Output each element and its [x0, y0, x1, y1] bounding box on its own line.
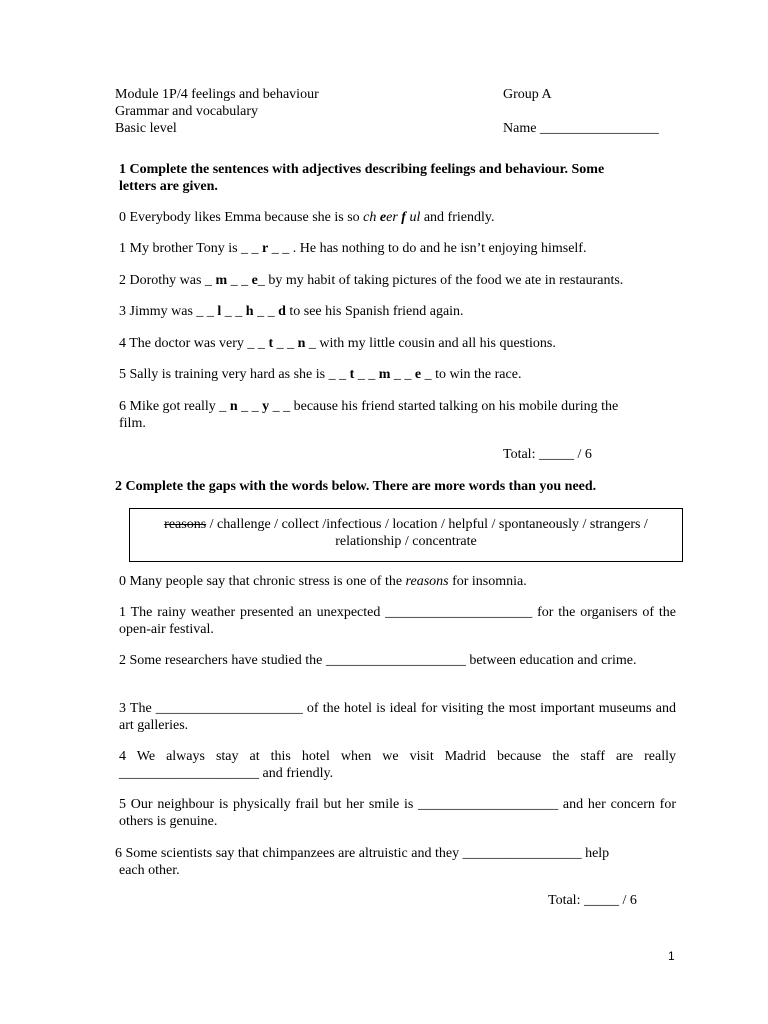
s2-question-6: 6 Some scientists say that chimpanzees are altruistic and they _________________ help each other.	[115, 846, 610, 878]
s1-question-4: 4 The doctor was very _ _ t _ _ n _ with my little cousin and all his questions.	[119, 336, 556, 351]
word-bank-box: reasons / challenge / collect /infectious / location / helpful / spontaneously / strangers / relationship / concentrate	[129, 508, 683, 562]
s2-question-5: 5 Our neighbour is physically frail but her smile is ____________________ and her concern for others is genuine.	[119, 797, 676, 829]
struck-example-word: reasons	[164, 517, 207, 532]
s2-question-1: 1 The rainy weather presented an unexpected _____________________ for the organisers of the open-air festival.	[119, 605, 676, 637]
group-label: Group A	[503, 87, 552, 102]
s1-question-2: 2 Dorothy was _ m _ _ e_ by my habit of taking pictures of the food we ate in restaurants.	[119, 273, 624, 288]
s2-question-3: 3 The _____________________ of the hotel is ideal for visiting the most important museums and art galleries.	[119, 701, 676, 733]
s1-question-6: 6 Mike got really _ n _ _ y _ _ because his friend started talking on his mobile during the film.	[119, 399, 619, 431]
section2-instructions: 2 Complete the gaps with the words below. There are more words than you need.	[115, 479, 597, 494]
section1-instructions: 1 Complete the sentences with adjectives describing feelings and behaviour. Some letters are given.	[119, 162, 605, 194]
module-title: Module 1P/4 feelings and behaviour	[115, 87, 319, 102]
section2-total: Total: _____ / 6	[548, 893, 637, 908]
header-right	[503, 86, 659, 137]
subject-line: Grammar and vocabulary	[115, 104, 259, 119]
header-left	[115, 86, 319, 137]
s1-question-3: 3 Jimmy was _ _ l _ _ h _ _ d to see his Spanish friend again.	[119, 304, 464, 319]
s2-question-0: 0 Many people say that chronic stress is one of the reasons for insomnia.	[119, 574, 527, 589]
name-field: Name _________________	[503, 121, 659, 136]
s1-question-1: 1 My brother Tony is _ _ r _ _ . He has nothing to do and he isn’t enjoying himself.	[119, 241, 587, 256]
page-number: 1	[668, 949, 675, 963]
s2-question-2: 2 Some researchers have studied the ____________________ between education and crime.	[119, 653, 637, 668]
section1-total: Total: _____ / 6	[503, 447, 592, 462]
level-line: Basic level	[115, 121, 177, 136]
s1-question-5: 5 Sally is training very hard as she is _ _ t _ _ m _ _ e _ to win the race.	[119, 367, 522, 382]
s1-question-0: 0 Everybody likes Emma because she is so ch eer f ul and friendly.	[119, 210, 495, 225]
s2-question-4: 4 We always stay at this hotel when we visit Madrid because the staff are really ____________________ and friendly.	[119, 749, 676, 781]
